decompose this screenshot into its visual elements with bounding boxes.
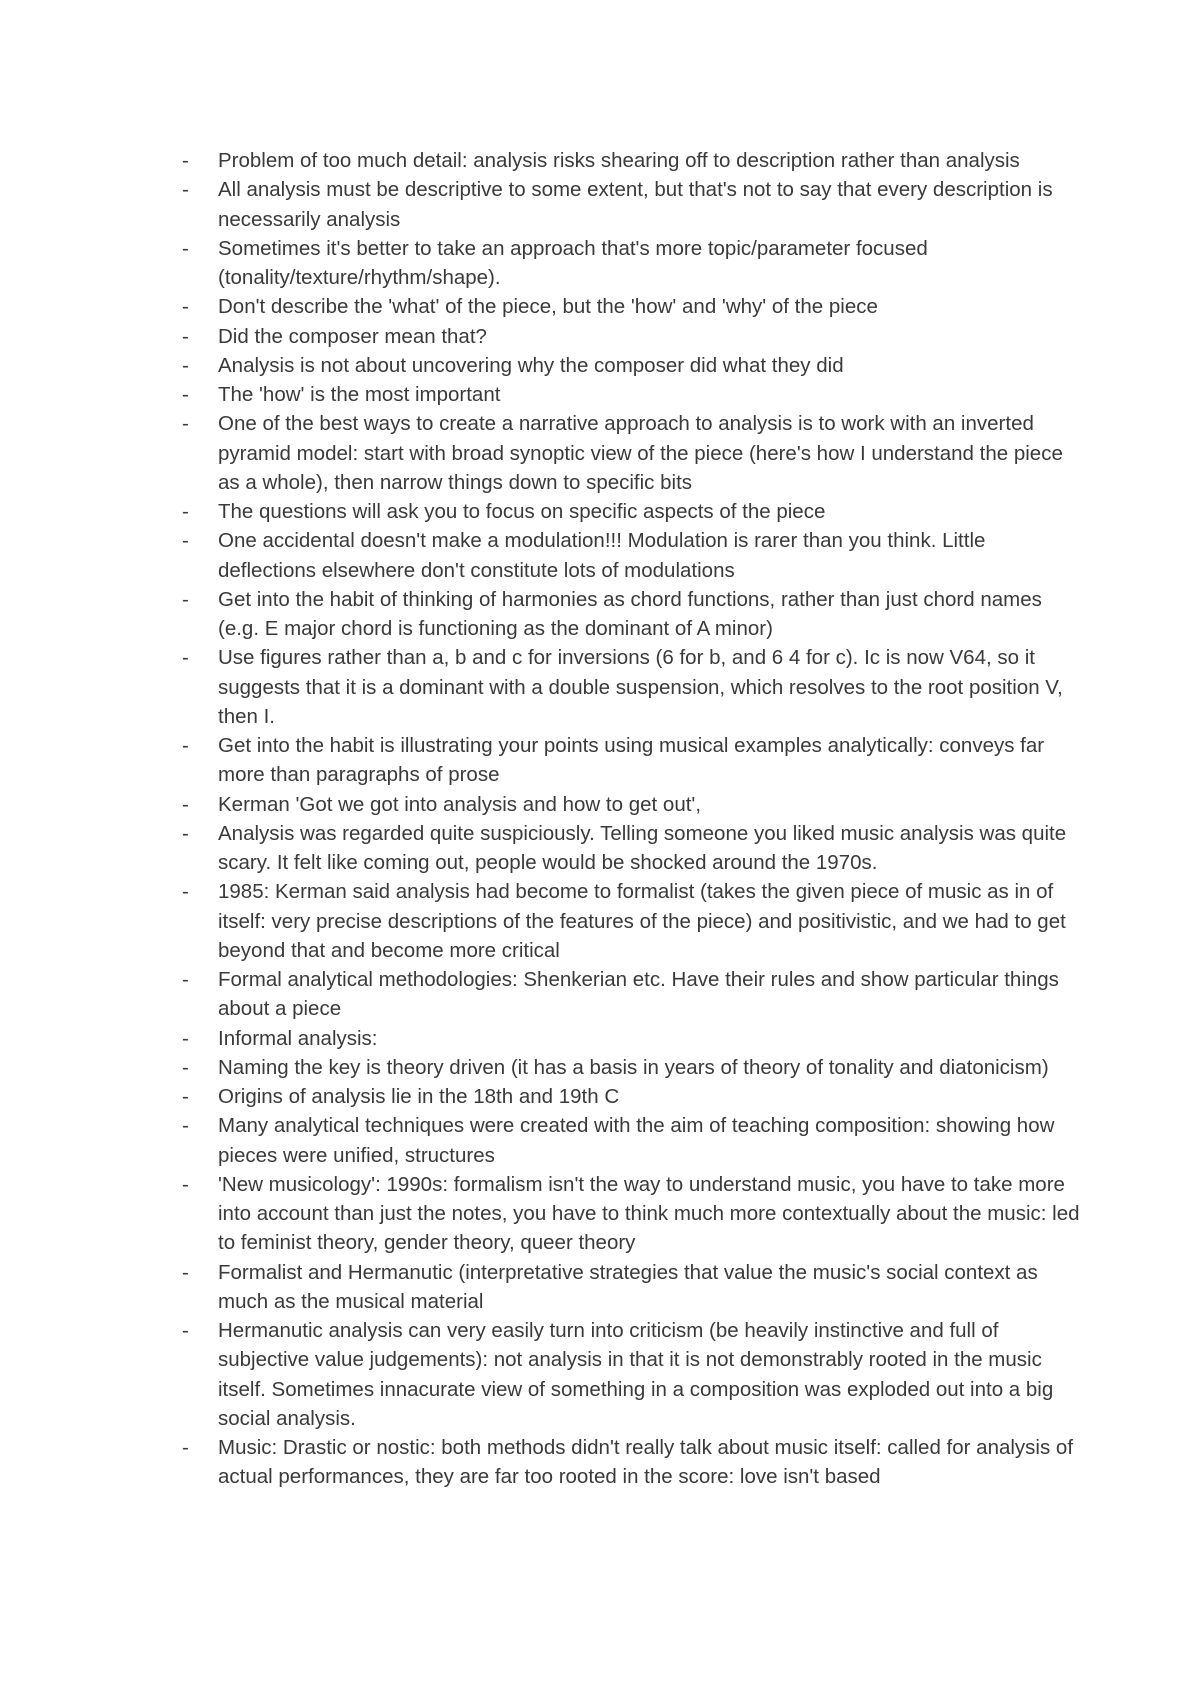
bullet-dash: - (182, 412, 189, 436)
note-text: Kerman 'Got we got into analysis and how to get out', (218, 792, 702, 816)
bullet-dash: - (182, 821, 189, 845)
bullet-dash: - (182, 646, 189, 670)
note-text: Analysis is not about uncovering why the composer did what they did (218, 353, 844, 377)
list-item (182, 409, 1082, 497)
bullet-dash: - (182, 324, 189, 348)
list-item (182, 526, 1082, 585)
list-item (182, 877, 1082, 965)
note-text: Get into the habit of thinking of harmonies as chord functions, rather than just chord names (e.g. E major chord is functioning as the dominant of A minor) (218, 587, 1042, 640)
list-item (182, 819, 1082, 878)
list-item (182, 1024, 1082, 1053)
list-item (182, 1111, 1082, 1170)
bullet-dash: - (182, 383, 189, 406)
bullet-dash: - (182, 968, 189, 991)
note-text: Hermanutic analysis can very easily turn into criticism (be heavily instinctive and full of subjective value judgements): not analysis in that it is not demonstrably rooted in the music itself. Sometimes innacurate view of something in a composition was exploded out into a big social analysis. (218, 1319, 1054, 1430)
bullet-dash: - (182, 1260, 189, 1284)
bullet-dash: - (182, 353, 189, 377)
list-item (182, 146, 1082, 175)
note-text: Music: Drastic or nostic: both methods didn't really talk about music itself: called for analysis of actual performances, they are far too rooted in the score: love isn't based (218, 1436, 1074, 1489)
list-item (182, 292, 1082, 321)
bullet-dash: - (182, 1319, 189, 1342)
list-item (182, 790, 1082, 819)
list-item (182, 351, 1082, 380)
note-text: Analysis was regarded quite suspiciously. Telling someone you liked music analysis was quite scary. It felt like coming out, people would be shocked around the 1970s. (218, 821, 1067, 874)
note-text: The questions will ask you to focus on specific aspects of the piece (218, 500, 826, 523)
list-item (182, 1258, 1082, 1317)
note-text: Many analytical techniques were created with the aim of teaching composition: showing how pieces were unified, structures (218, 1114, 1055, 1167)
list-item (182, 497, 1082, 526)
note-text: The 'how' is the most important (218, 383, 501, 406)
bullet-dash: - (182, 587, 189, 611)
list-item (182, 643, 1082, 731)
list-item (182, 1316, 1082, 1433)
bullet-dash: - (182, 236, 189, 260)
bullet-dash: - (182, 1436, 189, 1459)
bullet-dash: - (182, 1085, 189, 1108)
list-item (182, 234, 1082, 293)
note-text: Formalist and Hermanutic (interpretative strategies that value the music's social context as much as the musical material (218, 1260, 1038, 1313)
list-item (182, 1082, 1082, 1111)
bullet-dash: - (182, 178, 189, 202)
list-item (182, 731, 1082, 790)
note-text: Sometimes it's better to take an approach that's more topic/parameter focused (tonality/texture/rhythm/shape). (218, 236, 928, 289)
note-text: 1985: Kerman said analysis had become to formalist (takes the given piece of music as in of itself: very precise descriptions of the features of the piece) and positivistic, and we had to get beyond that and become more critical (218, 880, 1066, 962)
bullet-dash: - (182, 734, 189, 757)
list-item (182, 1170, 1082, 1258)
list-item (182, 380, 1082, 409)
list-item (182, 965, 1082, 1024)
note-text: Get into the habit is illustrating your points using musical examples analytically: conveys far more than paragraphs of prose (218, 734, 1045, 787)
note-text: One of the best ways to create a narrative approach to analysis is to work with an inverted pyramid model: start with broad synoptic view of the piece (here's how I understand the piece as a whole), then narrow things down to specific bits (218, 412, 1063, 494)
list-item (182, 585, 1082, 644)
note-text: Use figures rather than a, b and c for inversions (6 for b, and 6 4 for c). Ic is now V64, so it suggests that it is a dominant with a double suspension, which resolves to the root position V, then I. (218, 646, 1063, 728)
notes-list (182, 146, 1082, 1492)
bullet-dash: - (182, 500, 189, 523)
note-text: All analysis must be descriptive to some extent, but that's not to say that every description is necessarily analysis (218, 178, 1053, 231)
note-text: Don't describe the 'what' of the piece, but the 'how' and 'why' of the piece (218, 295, 878, 319)
bullet-dash: - (182, 529, 189, 553)
note-text: Informal analysis: (218, 1026, 378, 1050)
note-text: Did the composer mean that? (218, 324, 487, 348)
note-text: 'New musicology': 1990s: formalism isn't the way to understand music, you have to take more into account than just the notes, you have to think much more contextually about the music: led to feminist theory, gender theory, queer theory (218, 1172, 1080, 1255)
note-text: Problem of too much detail: analysis risks shearing off to description rather than analysis (218, 149, 1020, 172)
bullet-dash: - (182, 792, 189, 816)
note-text: Origins of analysis lie in the 18th and 19th C (218, 1085, 620, 1108)
list-item (182, 1433, 1082, 1492)
bullet-dash: - (182, 880, 189, 904)
list-item (182, 322, 1082, 351)
list-item (182, 1053, 1082, 1082)
bullet-dash: - (182, 1114, 189, 1138)
bullet-dash: - (182, 149, 189, 172)
list-item (182, 175, 1082, 234)
bullet-dash: - (182, 1026, 189, 1050)
bullet-dash: - (182, 295, 189, 319)
bullet-dash: - (182, 1055, 189, 1079)
note-text: Naming the key is theory driven (it has a basis in years of theory of tonality and diatonicism) (218, 1055, 1049, 1079)
note-text: Formal analytical methodologies: Shenkerian etc. Have their rules and show particular things about a piece (218, 968, 1059, 1021)
note-text: One accidental doesn't make a modulation!!! Modulation is rarer than you think. Little deflections elsewhere don't constitute lots of modulations (218, 529, 986, 582)
bullet-dash: - (182, 1172, 189, 1196)
